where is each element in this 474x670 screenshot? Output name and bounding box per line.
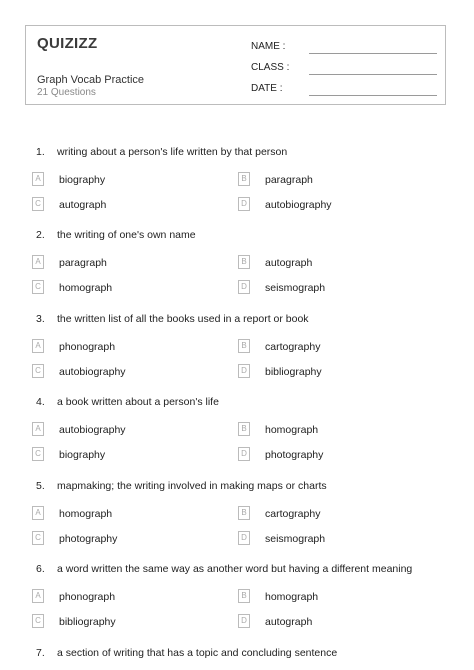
option-letter-box[interactable]: D: [238, 280, 250, 294]
class-line: [309, 74, 437, 75]
option-letter-box[interactable]: D: [238, 364, 250, 378]
option-text: cartography: [265, 341, 321, 353]
option-text: autograph: [265, 257, 313, 269]
option-text: homograph: [59, 282, 113, 294]
option-text: autobiography: [265, 199, 332, 211]
option-text: photography: [265, 449, 324, 461]
question-number: 3.: [36, 313, 45, 325]
question-number: 4.: [36, 396, 45, 408]
option-text: biography: [59, 174, 106, 186]
option-letter-box[interactable]: B: [238, 172, 250, 186]
option-text: homograph: [265, 591, 319, 603]
option-letter-box[interactable]: A: [32, 589, 44, 603]
question-number: 7.: [36, 647, 45, 659]
option-text: paragraph: [59, 257, 107, 269]
question-text: the written list of all the books used in a report or book: [57, 313, 309, 325]
option-letter-box[interactable]: B: [238, 422, 250, 436]
worksheet-header: [25, 25, 446, 105]
option-letter-box[interactable]: A: [32, 255, 44, 269]
date-label: DATE :: [251, 83, 283, 94]
option-text: autograph: [59, 199, 107, 211]
option-letter-box[interactable]: B: [238, 589, 250, 603]
worksheet-title: Graph Vocab Practice: [37, 74, 145, 86]
option-letter-box[interactable]: C: [32, 197, 44, 211]
option-letter-box[interactable]: B: [238, 506, 250, 520]
question-text: a book written about a person's life: [57, 396, 219, 408]
option-letter-box[interactable]: A: [32, 506, 44, 520]
option-text: biography: [59, 449, 106, 461]
option-letter-box[interactable]: D: [238, 614, 250, 628]
option-text: photography: [59, 533, 118, 545]
option-letter-box[interactable]: D: [238, 531, 250, 545]
question-number: 2.: [36, 229, 45, 241]
question-text: writing about a person's life written by that person: [57, 146, 288, 158]
option-text: seismograph: [265, 533, 326, 545]
option-text: autobiography: [59, 366, 126, 378]
option-letter-box[interactable]: A: [32, 172, 44, 186]
question-text: the writing of one's own name: [57, 229, 196, 241]
option-letter-box[interactable]: B: [238, 255, 250, 269]
question-text: a section of writing that has a topic and concluding sentence: [57, 647, 338, 659]
quizizz-logo: QUIZIZZ: [37, 35, 98, 52]
option-text: autobiography: [59, 424, 126, 436]
question-count: 21 Questions: [37, 87, 96, 98]
question-text: a word written the same way as another word but having a different meaning: [57, 563, 413, 575]
name-label: NAME :: [251, 41, 286, 52]
name-line: [309, 53, 437, 54]
option-text: autograph: [265, 616, 313, 628]
option-text: homograph: [59, 508, 113, 520]
option-letter-box[interactable]: C: [32, 447, 44, 461]
question-number: 6.: [36, 563, 45, 575]
question-text: mapmaking; the writing involved in making maps or charts: [57, 480, 327, 492]
option-letter-box[interactable]: D: [238, 197, 250, 211]
option-letter-box[interactable]: A: [32, 339, 44, 353]
question-number: 5.: [36, 480, 45, 492]
option-letter-box[interactable]: C: [32, 364, 44, 378]
option-text: cartography: [265, 508, 321, 520]
option-text: seismograph: [265, 282, 326, 294]
option-text: phonograph: [59, 341, 116, 353]
option-text: bibliography: [59, 616, 116, 628]
question-number: 1.: [36, 146, 45, 158]
option-text: paragraph: [265, 174, 313, 186]
date-line: [309, 95, 437, 96]
option-text: homograph: [265, 424, 319, 436]
option-letter-box[interactable]: D: [238, 447, 250, 461]
option-text: bibliography: [265, 366, 322, 378]
option-letter-box[interactable]: A: [32, 422, 44, 436]
class-label: CLASS :: [251, 62, 290, 73]
option-letter-box[interactable]: C: [32, 280, 44, 294]
option-letter-box[interactable]: C: [32, 531, 44, 545]
option-letter-box[interactable]: B: [238, 339, 250, 353]
option-text: phonograph: [59, 591, 116, 603]
option-letter-box[interactable]: C: [32, 614, 44, 628]
